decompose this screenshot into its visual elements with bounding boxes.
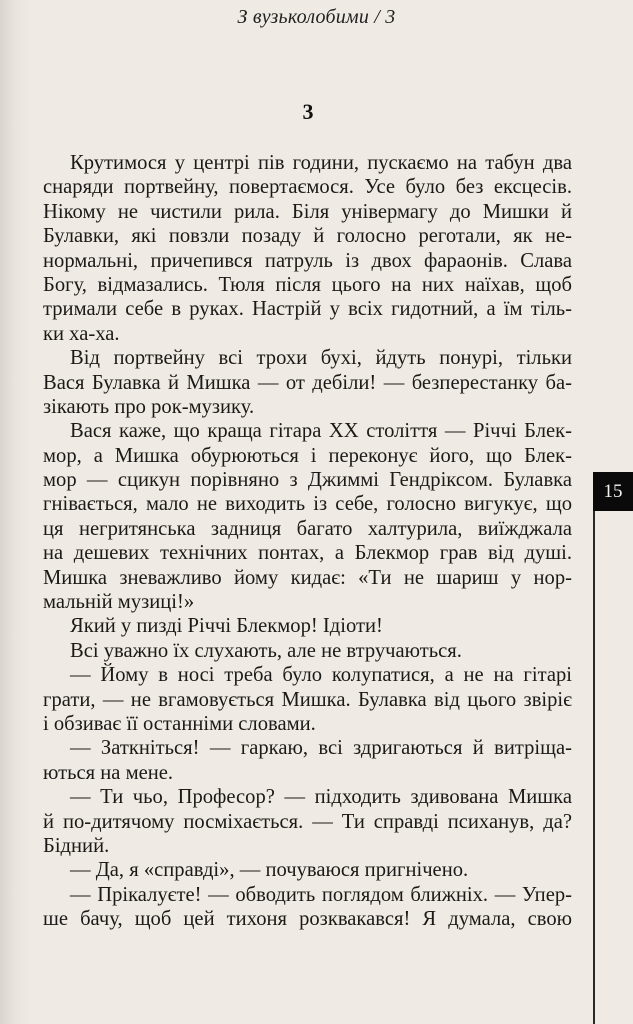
text-line: Нікому не чистили рила. Біля універмагу до Мишки й — [43, 200, 572, 223]
text-line: снаряди портвейну, повертаємося. Усе було без ексцесів. — [43, 176, 572, 199]
text-line: і обзиває її останніми словами. — [43, 712, 316, 735]
text-line: на дешевих технічних понтах, а Блекмор грав від душі. — [43, 542, 572, 565]
text-line: ця негритянська задниця багато халтурила, виїжджала — [43, 517, 572, 540]
text-line: гнівається, мало не виходить із себе, голосно вигукує, що — [43, 493, 572, 516]
chapter-number: 3 — [302, 99, 314, 124]
text-line: грати, — не вгамовується Мишка. Булавка від цього звіріє — [43, 688, 572, 711]
text-line: тримали себе в руках. Настрій у всіх гидотний, а їм тіль- — [43, 298, 572, 321]
text-line: мор, а Мишка обурюються і переконує його, що Блек- — [43, 444, 572, 467]
running-head: З вузьколобими / 3 — [237, 6, 396, 28]
text-line: — Ти чьо, Професор? — підходить здивована Мишка — [70, 786, 572, 809]
text-line: й по-дитячому посміхається. — Ти справді психанув, да? — [43, 810, 572, 833]
text-line: Який у пизді Річчі Блекмор! Ідіоти! — [70, 615, 383, 638]
text-line: — Заткніться! — гаркаю, всі здригаються й витріща- — [70, 737, 572, 760]
text-line: мальній музиці!» — [43, 591, 195, 614]
text-line: мор — сцикун порівняно з Джиммі Гендріксом. Булавка — [43, 469, 572, 492]
body-text — [43, 151, 572, 932]
text-line: ються на мене. — [43, 761, 174, 784]
text-line: ше бачу, щоб цей тихоня розквакався! Я думала, свою — [43, 908, 572, 931]
text-line: — Йому в носі треба було колупатися, а не на гітарі — [70, 664, 572, 687]
text-line: Булавки, які повзли позаду й голосно реготали, як не- — [43, 225, 572, 248]
text-line: Мишка зневажливо йому кидає: «Ти не шариш у нор- — [43, 566, 572, 589]
text-line: — Прікалуєте! — обводить поглядом ближніх. — Упер- — [70, 883, 572, 906]
text-line: Крутимося у центрі пів години, пускаємо на табун два — [70, 152, 572, 174]
text-line: Вася Булавка й Мишка — от дебіли! — безперестанку ба- — [43, 371, 572, 394]
text-line: — Да, я «справді», — почуваюся пригнічено. — [70, 859, 469, 882]
text-line: нормальні, причепився патруль із двох фараонів. Слава — [43, 249, 572, 272]
page-number-tab: 15 — [593, 472, 633, 511]
text-line: Бідний. — [43, 834, 110, 857]
text-line: Богу, відмазались. Тюля після цього на них наїхав, щоб — [43, 273, 572, 296]
text-line: ки ха-ха. — [43, 322, 120, 345]
text-line: Від портвейну всі трохи бухі, йдуть понурі, тільки — [70, 347, 572, 370]
text-line: Всі уважно їх слухають, але не втручаються. — [70, 639, 462, 662]
text-line: Вася каже, що краща гітара XX століття — Річчі Блек- — [70, 420, 572, 443]
edge-rule — [593, 511, 595, 1024]
text-line: зікають про рок-музику. — [43, 395, 255, 418]
